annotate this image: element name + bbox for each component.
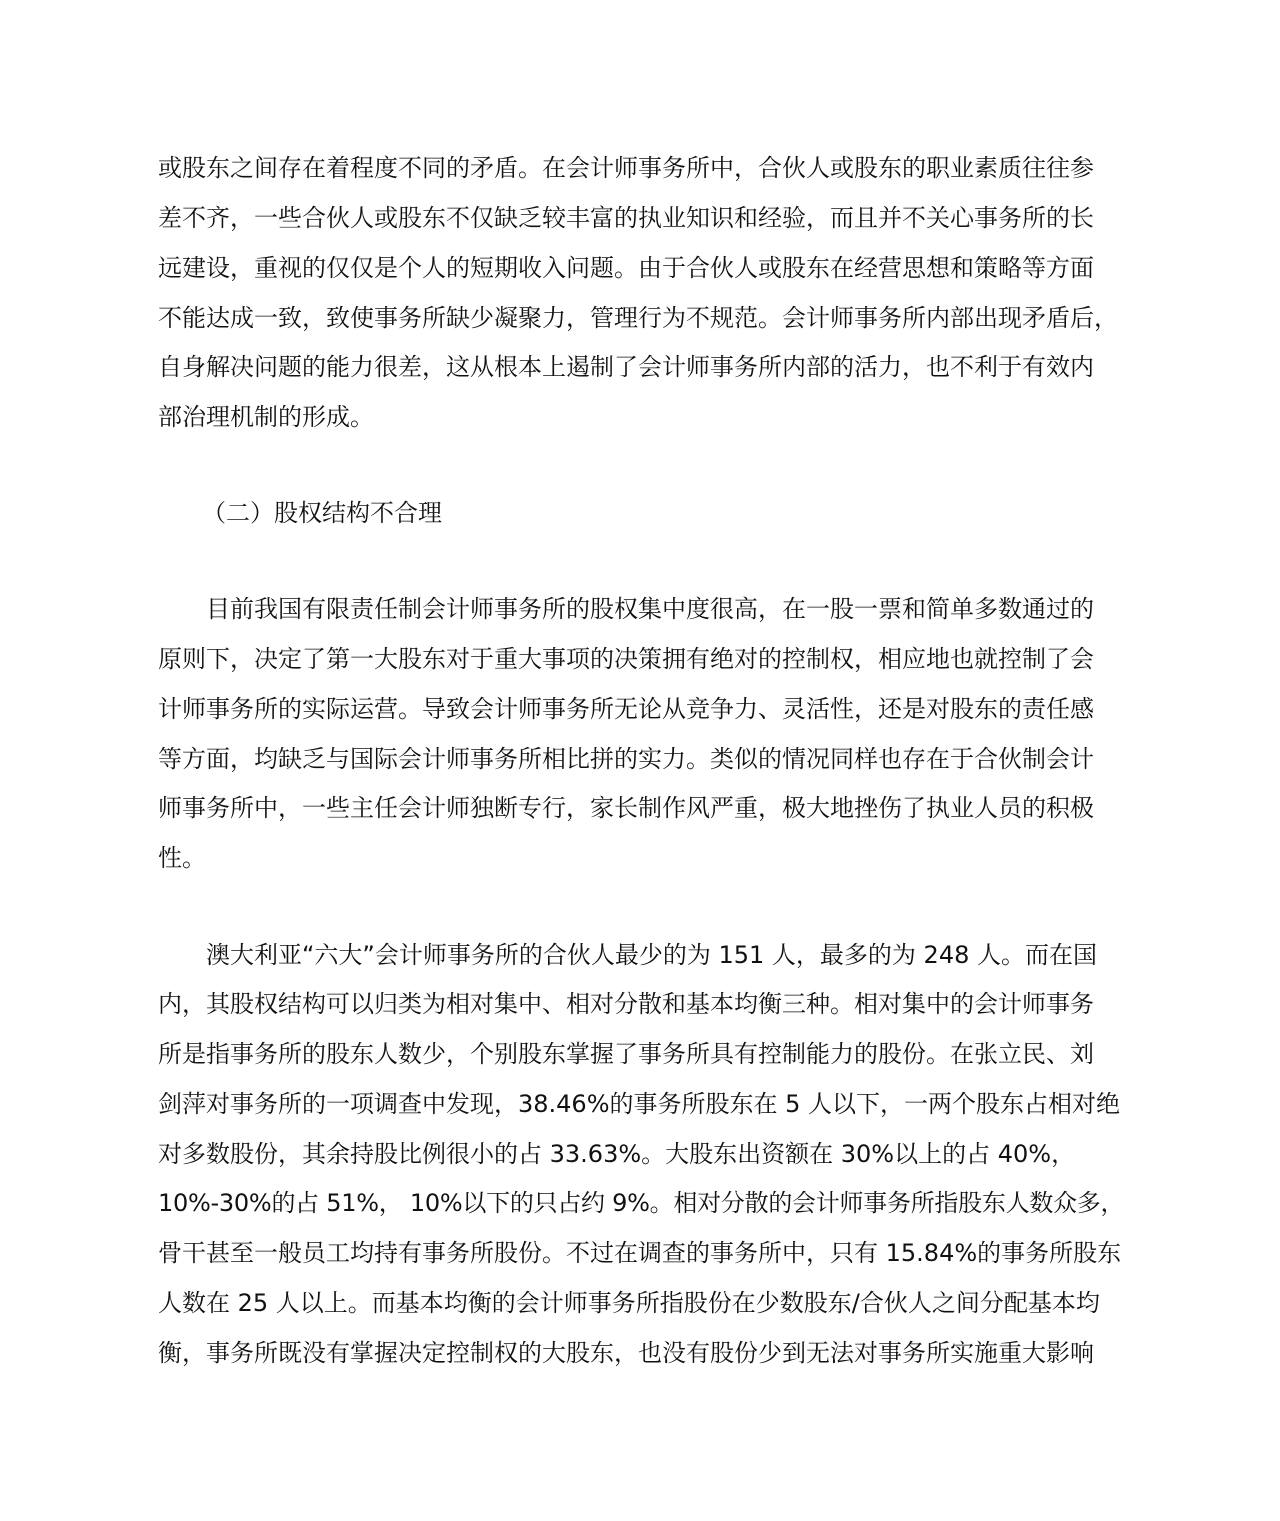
paragraph-3-line-7: 骨干甚至一般员工均持有事务所股份。不过在调查的事务所中，只有 15.84%的事务所股东: [158, 1239, 1122, 1267]
paragraph-3-line-1: 澳大利亚“六大”会计师事务所的合伙人最少的为 151 人，最多的为 248 人。而在国: [206, 941, 1097, 969]
paragraph-3-line-8: 人数在 25 人以上。而基本均衡的会计师事务所指股份在少数股东/合伙人之间分配基本均: [158, 1289, 1100, 1317]
paragraph-3-line-6: 10%-30%的占 51%， 10%以下的只占约 9%。相对分散的会计师事务所指股东人数众多，: [158, 1189, 1125, 1217]
section-heading: （二）股权结构不合理: [202, 499, 442, 527]
paragraph-1-line-2: 差不齐，一些合伙人或股东不仅缺乏较丰富的执业知识和经验，而且并不关心事务所的长: [158, 204, 1094, 232]
paragraph-2-line-6: 性。: [158, 844, 206, 872]
paragraph-2-line-5: 师事务所中，一些主任会计师独断专行，家长制作风严重，极大地挫伤了执业人员的积极: [158, 794, 1094, 822]
paragraph-3-line-2: 内，其股权结构可以归类为相对集中、相对分散和基本均衡三种。相对集中的会计师事务: [158, 990, 1094, 1018]
paragraph-3-line-4: 剑萍对事务所的一项调查中发现，38.46%的事务所股东在 5 人以下，一两个股东占相对绝: [158, 1090, 1121, 1118]
paragraph-2-line-3: 计师事务所的实际运营。导致会计师事务所无论从竞争力、灵活性，还是对股东的责任感: [158, 695, 1094, 723]
paragraph-3-line-3: 所是指事务所的股东人数少，个别股东掌握了事务所具有控制能力的股份。在张立民、刘: [158, 1040, 1094, 1068]
paragraph-3-line-9: 衡，事务所既没有掌握决定控制权的大股东，也没有股份少到无法对事务所实施重大影响: [158, 1339, 1094, 1367]
paragraph-1-line-6: 部治理机制的形成。: [158, 403, 374, 431]
paragraph-1-line-3: 远建设，重视的仅仅是个人的短期收入问题。由于合伙人或股东在经营思想和策略等方面: [158, 254, 1094, 282]
paragraph-1-line-1: 或股东之间存在着程度不同的矛盾。在会计师事务所中，合伙人或股东的职业素质往往参: [158, 154, 1094, 182]
paragraph-3-line-5: 对多数股份，其余持股比例很小的占 33.63%。大股东出资额在 30%以上的占 40%，: [158, 1140, 1076, 1168]
paragraph-2-line-1: 目前我国有限责任制会计师事务所的股权集中度很高，在一股一票和简单多数通过的: [206, 595, 1094, 623]
paragraph-2-line-4: 等方面，均缺乏与国际会计师事务所相比拼的实力。类似的情况同样也存在于合伙制会计: [158, 745, 1094, 773]
paragraph-1-line-5: 自身解决问题的能力很差，这从根本上遏制了会计师事务所内部的活力，也不利于有效内: [158, 353, 1094, 381]
paragraph-1-line-4: 不能达成一致，致使事务所缺少凝聚力，管理行为不规范。会计师事务所内部出现矛盾后，: [158, 304, 1118, 332]
paragraph-2-line-2: 原则下，决定了第一大股东对于重大事项的决策拥有绝对的控制权，相应地也就控制了会: [158, 645, 1094, 673]
